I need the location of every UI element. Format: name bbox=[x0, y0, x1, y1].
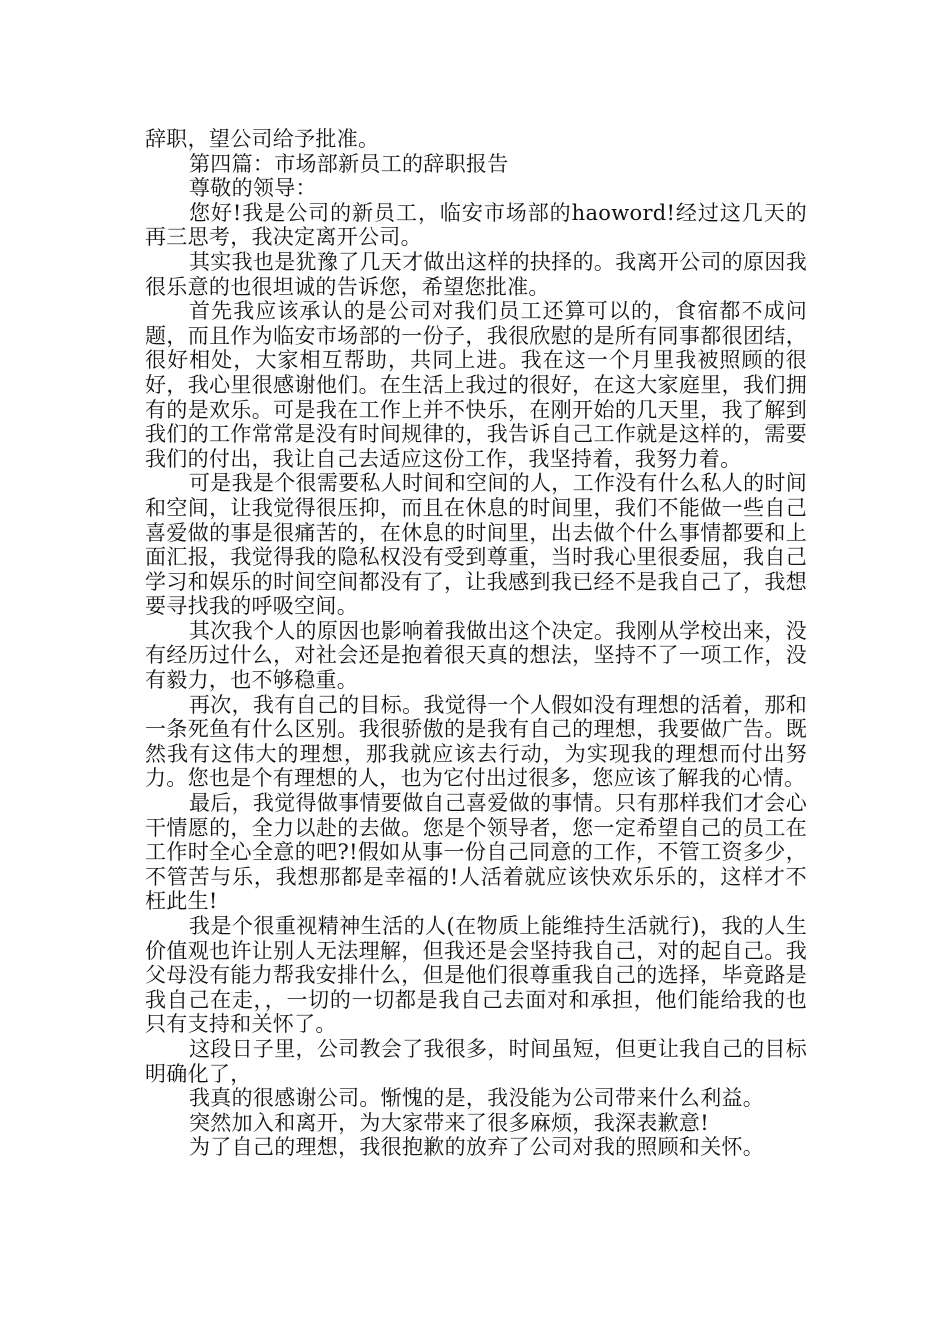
paragraph: 我是个很重视精神生活的人(在物质上能维持生活就行)，我的人生价值观也许让别人无法理解，但我还是会坚持我自己，对的起自己。我父母没有能力帮我安排什么，但是他们很尊重我自己的选择，毕竟路是我自己在走，，一切的一切都是我自己去面对和承担，他们能给我的也只有支持和关怀了。 bbox=[145, 914, 807, 1037]
paragraph: 其实我也是犹豫了几天才做出这样的抉择的。我离开公司的原因我很乐意的也很坦诚的告诉您，希望您批准。 bbox=[145, 249, 807, 299]
paragraph: 为了自己的理想，我很抱歉的放弃了公司对我的照顾和关怀。 bbox=[189, 1135, 765, 1160]
salutation: 尊敬的领导： bbox=[189, 176, 317, 201]
paragraph: 可是我是个很需要私人时间和空间的人，工作没有什么私人的时间和空间，让我觉得很压抑，而且在休息的时间里，我们不能做一些自己喜爱做的事是很痛苦的，在休息的时间里，出去做个什么事情都要和上面汇报，我觉得我的隐私权没有受到尊重，当时我心里很委屈，我自己学习和娱乐的时间空间都没有了，让我感到我已经不是我自己了，我想要寻找我的呼吸空间。 bbox=[145, 471, 807, 619]
section-heading: 第四篇：市场部新员工的辞职报告 bbox=[189, 151, 509, 176]
paragraph: 最后，我觉得做事情要做自己喜爱做的事情。只有那样我们才会心干情愿的，全力以赴的去做。您是个领导者，您一定希望自己的员工在工作时全心全意的吧?!假如从事一份自己同意的工作，不管工资多少，不管苦与乐，我想那都是幸福的!人活着就应该快欢乐乐的，这样才不枉此生! bbox=[145, 791, 807, 914]
paragraph: 再次，我有自己的目标。我觉得一个人假如没有理想的活着，那和一条死鱼有什么区别。我很骄傲的是我有自己的理想，我要做广告。既然我有这伟大的理想，那我就应该去行动，为实现我的理想而付出努力。您也是个有理想的人，也为它付出过很多，您应该了解我的心情。 bbox=[145, 692, 807, 791]
paragraph: 首先我应该承认的是公司对我们员工还算可以的，食宿都不成问题，而且作为临安市场部的一份子，我很欣慰的是所有同事都很团结，很好相处，大家相互帮助，共同上进。我在这一个月里我被照顾的很好，我心里很感谢他们。在生活上我过的很好，在这大家庭里，我们拥有的是欢乐。可是我在工作上并不快乐，在刚开始的几天里，我了解到我们的工作常常是没有时间规律的，我告诉自己工作就是这样的，需要我们的付出，我让自己去适应这份工作，我坚持着，我努力着。 bbox=[145, 299, 807, 471]
document-body bbox=[145, 127, 807, 1160]
paragraph: 辞职，望公司给予批准。 bbox=[145, 127, 380, 151]
paragraph: 我真的很感谢公司。惭愧的是，我没能为公司带来什么利益。 bbox=[189, 1086, 765, 1111]
paragraph: 突然加入和离开，为大家带来了很多麻烦，我深表歉意! bbox=[189, 1110, 709, 1135]
paragraph: 这段日子里，公司教会了我很多，时间虽短，但更让我自己的目标明确化了， bbox=[145, 1036, 807, 1086]
paragraph: 其次我个人的原因也影响着我做出这个决定。我刚从学校出来，没有经历过什么，对社会还是抱着很天真的想法，坚持不了一项工作，没有毅力，也不够稳重。 bbox=[145, 618, 807, 693]
paragraph: 您好!我是公司的新员工，临安市场部的haoword!经过这几天的再三思考，我决定离开公司。 bbox=[145, 200, 807, 250]
